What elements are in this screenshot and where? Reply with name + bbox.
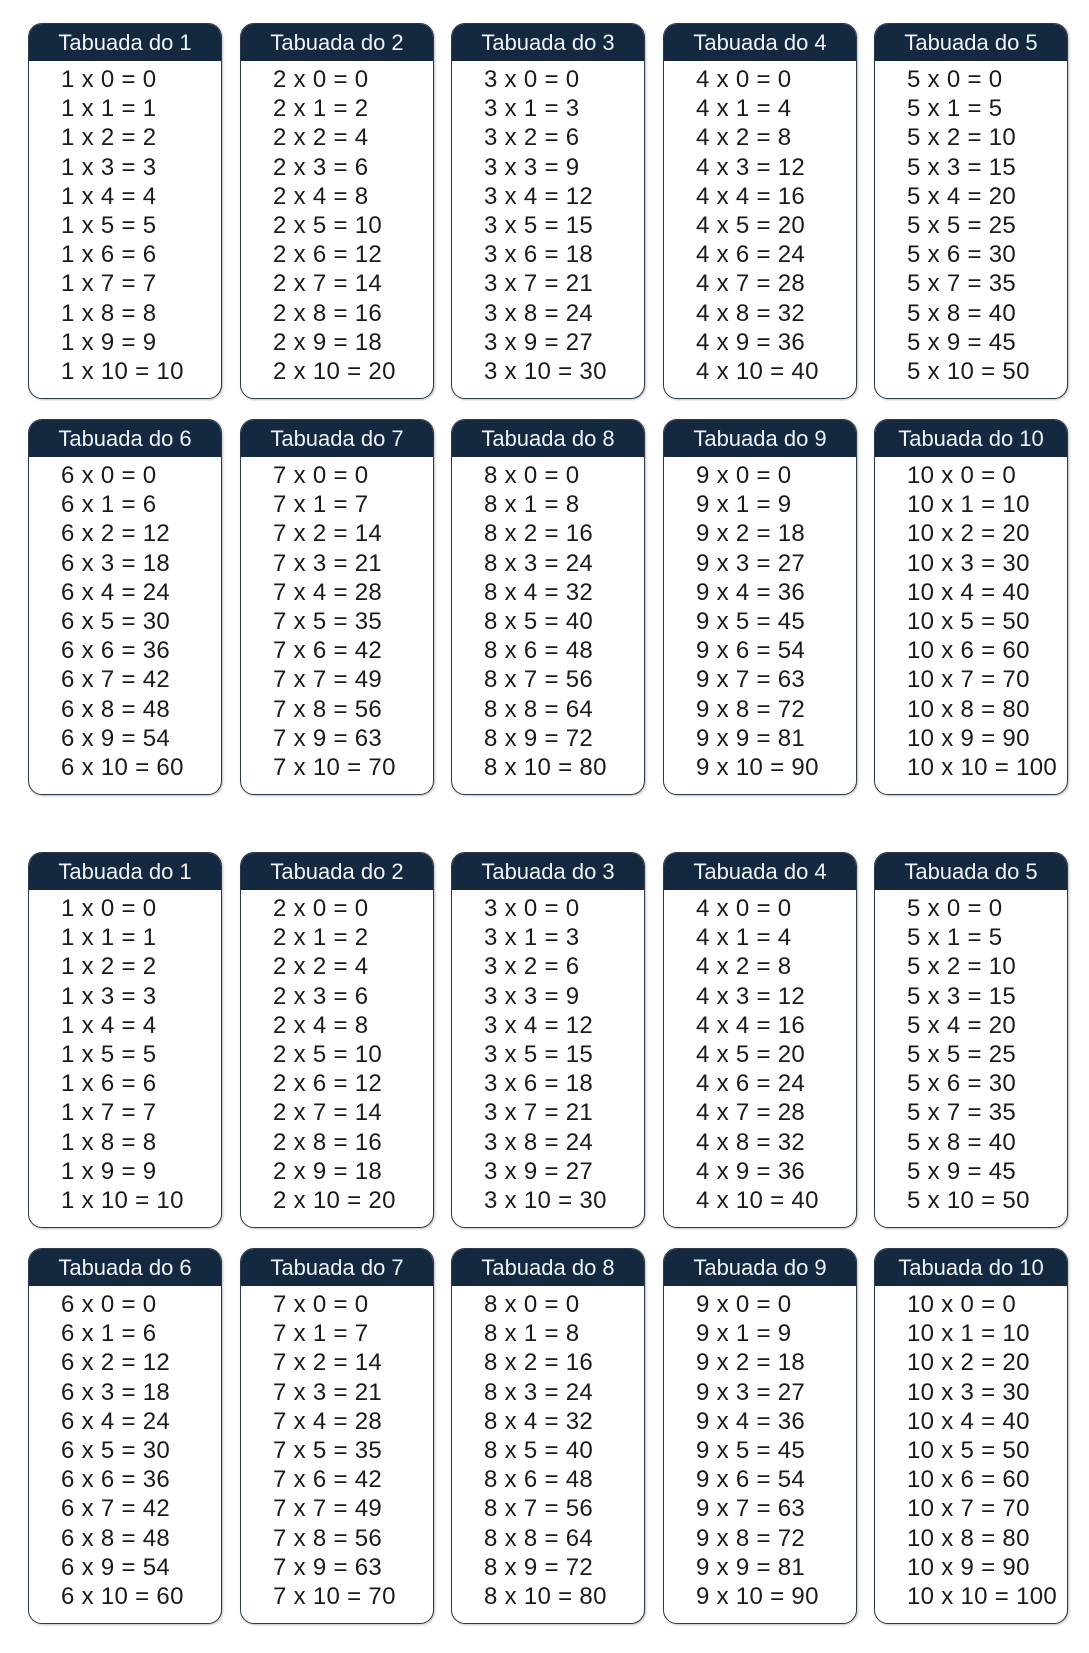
table-line: 10 x 0 = 0 bbox=[907, 462, 1017, 489]
table-title: Tabuada do 5 bbox=[875, 24, 1067, 61]
table-line: 6 x 1 = 6 bbox=[61, 491, 157, 519]
table-line: 7 x 9 = 63 bbox=[273, 724, 383, 752]
table-line: 2 x 1 = 2 bbox=[273, 924, 369, 952]
tables-row bbox=[0, 1248, 1089, 1626]
table-line: 2 x 3 = 6 bbox=[273, 982, 369, 1010]
table-line: 7 x 3 = 21 bbox=[273, 1378, 383, 1406]
table-line: 8 x 6 = 48 bbox=[484, 1466, 594, 1494]
table-line: 1 x 7 = 7 bbox=[61, 1099, 157, 1127]
table-line: 3 x 10 = 30 bbox=[484, 358, 607, 386]
table-line: 1 x 4 = 4 bbox=[61, 1011, 157, 1039]
table-card bbox=[28, 23, 222, 399]
table-line: 10 x 8 = 80 bbox=[907, 695, 1030, 723]
table-line: 7 x 8 = 56 bbox=[273, 695, 383, 723]
table-line: 4 x 5 = 20 bbox=[696, 212, 806, 240]
table-lines bbox=[664, 890, 856, 1215]
table-line: 7 x 10 = 70 bbox=[273, 1583, 396, 1611]
table-line: 8 x 9 = 72 bbox=[484, 724, 594, 752]
table-line: 10 x 5 = 50 bbox=[907, 608, 1030, 636]
table-line: 5 x 4 = 20 bbox=[907, 1011, 1017, 1039]
table-line: 9 x 1 = 9 bbox=[696, 491, 792, 519]
table-line: 9 x 7 = 63 bbox=[696, 1495, 806, 1523]
table-line: 1 x 3 = 3 bbox=[61, 153, 157, 181]
table-line: 8 x 1 = 8 bbox=[484, 1320, 580, 1348]
table-line: 3 x 4 = 12 bbox=[484, 182, 594, 210]
table-line: 10 x 9 = 90 bbox=[907, 1553, 1030, 1581]
table-lines bbox=[875, 457, 1067, 782]
table-line: 4 x 8 = 32 bbox=[696, 299, 806, 327]
tables-row bbox=[0, 852, 1089, 1230]
table-line: 6 x 2 = 12 bbox=[61, 1349, 171, 1377]
table-line: 10 x 1 = 10 bbox=[907, 1320, 1030, 1348]
table-line: 7 x 4 = 28 bbox=[273, 1407, 383, 1435]
table-card bbox=[663, 852, 857, 1228]
table-line: 3 x 10 = 30 bbox=[484, 1187, 607, 1215]
table-title: Tabuada do 2 bbox=[241, 24, 433, 61]
table-card bbox=[663, 419, 857, 795]
table-line: 1 x 5 = 5 bbox=[61, 212, 157, 240]
table-line: 10 x 7 = 70 bbox=[907, 1495, 1030, 1523]
table-line: 3 x 6 = 18 bbox=[484, 1070, 594, 1098]
table-line: 4 x 5 = 20 bbox=[696, 1041, 806, 1069]
table-line: 6 x 4 = 24 bbox=[61, 1407, 171, 1435]
table-line: 8 x 10 = 80 bbox=[484, 1583, 607, 1611]
table-line: 4 x 10 = 40 bbox=[696, 1187, 819, 1215]
table-line: 1 x 9 = 9 bbox=[61, 328, 157, 356]
table-line: 6 x 3 = 18 bbox=[61, 549, 171, 577]
table-line: 5 x 4 = 20 bbox=[907, 182, 1017, 210]
table-line: 1 x 3 = 3 bbox=[61, 982, 157, 1010]
table-line: 5 x 2 = 10 bbox=[907, 124, 1017, 152]
table-line: 7 x 8 = 56 bbox=[273, 1524, 383, 1552]
table-line: 6 x 5 = 30 bbox=[61, 608, 171, 636]
table-line: 7 x 3 = 21 bbox=[273, 549, 383, 577]
table-card bbox=[28, 1248, 222, 1624]
table-line: 3 x 6 = 18 bbox=[484, 241, 594, 269]
table-lines bbox=[664, 61, 856, 386]
table-line: 9 x 1 = 9 bbox=[696, 1320, 792, 1348]
table-line: 10 x 10 = 100 bbox=[907, 1583, 1058, 1611]
table-line: 7 x 0 = 0 bbox=[273, 462, 369, 489]
table-line: 6 x 3 = 18 bbox=[61, 1378, 171, 1406]
table-line: 10 x 2 = 20 bbox=[907, 520, 1030, 548]
table-line: 8 x 4 = 32 bbox=[484, 1407, 594, 1435]
table-line: 4 x 6 = 24 bbox=[696, 241, 806, 269]
table-line: 7 x 1 = 7 bbox=[273, 1320, 369, 1348]
table-lines bbox=[241, 457, 433, 782]
table-line: 10 x 0 = 0 bbox=[907, 1291, 1017, 1318]
table-lines bbox=[875, 1286, 1067, 1611]
table-card bbox=[874, 419, 1068, 795]
table-line: 5 x 1 = 5 bbox=[907, 924, 1003, 952]
table-line: 6 x 7 = 42 bbox=[61, 666, 171, 694]
table-line: 10 x 8 = 80 bbox=[907, 1524, 1030, 1552]
table-card bbox=[28, 852, 222, 1228]
table-line: 3 x 7 = 21 bbox=[484, 1099, 594, 1127]
table-line: 5 x 6 = 30 bbox=[907, 241, 1017, 269]
table-line: 6 x 8 = 48 bbox=[61, 695, 171, 723]
table-line: 1 x 8 = 8 bbox=[61, 299, 157, 327]
table-card bbox=[451, 1248, 645, 1624]
table-card bbox=[240, 419, 434, 795]
table-lines bbox=[452, 61, 644, 386]
table-line: 2 x 3 = 6 bbox=[273, 153, 369, 181]
table-line: 9 x 8 = 72 bbox=[696, 1524, 806, 1552]
table-line: 9 x 2 = 18 bbox=[696, 520, 806, 548]
table-card bbox=[874, 1248, 1068, 1624]
table-lines bbox=[29, 457, 221, 782]
table-line: 2 x 9 = 18 bbox=[273, 328, 383, 356]
table-line: 4 x 2 = 8 bbox=[696, 953, 792, 981]
table-line: 8 x 8 = 64 bbox=[484, 1524, 594, 1552]
table-line: 1 x 7 = 7 bbox=[61, 270, 157, 298]
table-line: 1 x 2 = 2 bbox=[61, 124, 157, 152]
table-line: 2 x 7 = 14 bbox=[273, 1099, 383, 1127]
table-card bbox=[240, 852, 434, 1228]
table-line: 9 x 4 = 36 bbox=[696, 578, 806, 606]
table-line: 9 x 4 = 36 bbox=[696, 1407, 806, 1435]
table-title: Tabuada do 6 bbox=[29, 420, 221, 457]
table-line: 2 x 10 = 20 bbox=[273, 1187, 396, 1215]
table-line: 1 x 6 = 6 bbox=[61, 1070, 157, 1098]
table-line: 4 x 8 = 32 bbox=[696, 1128, 806, 1156]
table-line: 2 x 9 = 18 bbox=[273, 1157, 383, 1185]
table-line: 2 x 6 = 12 bbox=[273, 241, 383, 269]
table-line: 8 x 7 = 56 bbox=[484, 666, 594, 694]
table-line: 3 x 4 = 12 bbox=[484, 1011, 594, 1039]
table-title: Tabuada do 4 bbox=[664, 853, 856, 890]
table-line: 8 x 3 = 24 bbox=[484, 549, 594, 577]
table-line: 10 x 6 = 60 bbox=[907, 637, 1030, 665]
table-line: 8 x 5 = 40 bbox=[484, 608, 594, 636]
table-line: 5 x 9 = 45 bbox=[907, 1157, 1017, 1185]
table-line: 9 x 0 = 0 bbox=[696, 462, 792, 489]
table-line: 8 x 2 = 16 bbox=[484, 1349, 594, 1377]
table-card bbox=[451, 852, 645, 1228]
table-line: 10 x 10 = 100 bbox=[907, 754, 1058, 782]
table-line: 10 x 1 = 10 bbox=[907, 491, 1030, 519]
table-line: 1 x 6 = 6 bbox=[61, 241, 157, 269]
table-line: 4 x 10 = 40 bbox=[696, 358, 819, 386]
table-lines bbox=[29, 1286, 221, 1611]
table-title: Tabuada do 2 bbox=[241, 853, 433, 890]
table-line: 6 x 0 = 0 bbox=[61, 462, 157, 489]
table-line: 1 x 8 = 8 bbox=[61, 1128, 157, 1156]
table-line: 1 x 0 = 0 bbox=[61, 66, 157, 93]
table-line: 5 x 0 = 0 bbox=[907, 66, 1003, 93]
table-line: 8 x 8 = 64 bbox=[484, 695, 594, 723]
table-title: Tabuada do 8 bbox=[452, 1249, 644, 1286]
table-line: 7 x 5 = 35 bbox=[273, 1437, 383, 1465]
table-line: 6 x 10 = 60 bbox=[61, 754, 184, 782]
table-line: 3 x 3 = 9 bbox=[484, 153, 580, 181]
table-line: 9 x 3 = 27 bbox=[696, 1378, 806, 1406]
table-card bbox=[240, 23, 434, 399]
table-title: Tabuada do 7 bbox=[241, 420, 433, 457]
table-lines bbox=[664, 457, 856, 782]
table-line: 5 x 0 = 0 bbox=[907, 895, 1003, 922]
table-line: 6 x 10 = 60 bbox=[61, 1583, 184, 1611]
table-card bbox=[874, 852, 1068, 1228]
table-line: 6 x 6 = 36 bbox=[61, 637, 171, 665]
table-title: Tabuada do 5 bbox=[875, 853, 1067, 890]
table-lines bbox=[875, 890, 1067, 1215]
table-title: Tabuada do 10 bbox=[875, 1249, 1067, 1286]
table-line: 4 x 9 = 36 bbox=[696, 1157, 806, 1185]
table-line: 1 x 10 = 10 bbox=[61, 1187, 184, 1215]
table-line: 10 x 2 = 20 bbox=[907, 1349, 1030, 1377]
table-line: 2 x 5 = 10 bbox=[273, 212, 383, 240]
table-line: 4 x 7 = 28 bbox=[696, 1099, 806, 1127]
table-line: 3 x 0 = 0 bbox=[484, 66, 580, 93]
table-line: 2 x 0 = 0 bbox=[273, 66, 369, 93]
table-line: 4 x 4 = 16 bbox=[696, 182, 806, 210]
table-title: Tabuada do 3 bbox=[452, 853, 644, 890]
table-line: 9 x 2 = 18 bbox=[696, 1349, 806, 1377]
table-lines bbox=[452, 457, 644, 782]
table-line: 7 x 0 = 0 bbox=[273, 1291, 369, 1318]
table-line: 4 x 7 = 28 bbox=[696, 270, 806, 298]
table-line: 9 x 9 = 81 bbox=[696, 724, 806, 752]
table-line: 5 x 8 = 40 bbox=[907, 1128, 1017, 1156]
table-line: 8 x 2 = 16 bbox=[484, 520, 594, 548]
table-line: 8 x 5 = 40 bbox=[484, 1437, 594, 1465]
table-title: Tabuada do 8 bbox=[452, 420, 644, 457]
table-line: 5 x 10 = 50 bbox=[907, 1187, 1030, 1215]
table-title: Tabuada do 1 bbox=[29, 24, 221, 61]
table-lines bbox=[241, 1286, 433, 1611]
table-line: 6 x 2 = 12 bbox=[61, 520, 171, 548]
table-title: Tabuada do 4 bbox=[664, 24, 856, 61]
table-line: 6 x 5 = 30 bbox=[61, 1437, 171, 1465]
table-line: 4 x 3 = 12 bbox=[696, 153, 806, 181]
table-line: 10 x 5 = 50 bbox=[907, 1437, 1030, 1465]
table-line: 3 x 2 = 6 bbox=[484, 953, 580, 981]
table-line: 3 x 9 = 27 bbox=[484, 1157, 594, 1185]
table-line: 5 x 3 = 15 bbox=[907, 982, 1017, 1010]
table-line: 5 x 3 = 15 bbox=[907, 153, 1017, 181]
table-line: 1 x 9 = 9 bbox=[61, 1157, 157, 1185]
table-line: 7 x 5 = 35 bbox=[273, 608, 383, 636]
table-line: 4 x 1 = 4 bbox=[696, 95, 792, 123]
table-line: 10 x 9 = 90 bbox=[907, 724, 1030, 752]
table-line: 7 x 2 = 14 bbox=[273, 1349, 383, 1377]
table-line: 3 x 1 = 3 bbox=[484, 924, 580, 952]
table-line: 7 x 1 = 7 bbox=[273, 491, 369, 519]
table-title: Tabuada do 10 bbox=[875, 420, 1067, 457]
table-line: 1 x 10 = 10 bbox=[61, 358, 184, 386]
table-line: 6 x 9 = 54 bbox=[61, 724, 171, 752]
table-line: 4 x 4 = 16 bbox=[696, 1011, 806, 1039]
table-line: 9 x 3 = 27 bbox=[696, 549, 806, 577]
table-line: 1 x 4 = 4 bbox=[61, 182, 157, 210]
table-title: Tabuada do 1 bbox=[29, 853, 221, 890]
table-line: 2 x 2 = 4 bbox=[273, 953, 369, 981]
table-line: 2 x 7 = 14 bbox=[273, 270, 383, 298]
table-line: 3 x 1 = 3 bbox=[484, 95, 580, 123]
table-line: 9 x 0 = 0 bbox=[696, 1291, 792, 1318]
table-line: 3 x 8 = 24 bbox=[484, 1128, 594, 1156]
table-card bbox=[451, 23, 645, 399]
table-line: 2 x 6 = 12 bbox=[273, 1070, 383, 1098]
table-line: 9 x 6 = 54 bbox=[696, 637, 806, 665]
table-line: 5 x 10 = 50 bbox=[907, 358, 1030, 386]
tables-row bbox=[0, 23, 1089, 401]
table-line: 3 x 9 = 27 bbox=[484, 328, 594, 356]
table-lines bbox=[875, 61, 1067, 386]
table-line: 10 x 4 = 40 bbox=[907, 578, 1030, 606]
table-line: 10 x 6 = 60 bbox=[907, 1466, 1030, 1494]
table-title: Tabuada do 7 bbox=[241, 1249, 433, 1286]
table-line: 8 x 4 = 32 bbox=[484, 578, 594, 606]
table-line: 8 x 6 = 48 bbox=[484, 637, 594, 665]
table-line: 7 x 2 = 14 bbox=[273, 520, 383, 548]
table-line: 5 x 9 = 45 bbox=[907, 328, 1017, 356]
table-card bbox=[240, 1248, 434, 1624]
table-line: 3 x 2 = 6 bbox=[484, 124, 580, 152]
table-line: 3 x 5 = 15 bbox=[484, 1041, 594, 1069]
table-line: 2 x 4 = 8 bbox=[273, 182, 369, 210]
table-line: 9 x 8 = 72 bbox=[696, 695, 806, 723]
table-line: 6 x 8 = 48 bbox=[61, 1524, 171, 1552]
table-line: 8 x 0 = 0 bbox=[484, 1291, 580, 1318]
table-lines bbox=[29, 890, 221, 1215]
table-line: 9 x 9 = 81 bbox=[696, 1553, 806, 1581]
table-lines bbox=[664, 1286, 856, 1611]
table-line: 2 x 5 = 10 bbox=[273, 1041, 383, 1069]
table-line: 2 x 2 = 4 bbox=[273, 124, 369, 152]
table-lines bbox=[241, 890, 433, 1215]
table-line: 4 x 0 = 0 bbox=[696, 66, 792, 93]
table-line: 6 x 6 = 36 bbox=[61, 1466, 171, 1494]
table-line: 7 x 7 = 49 bbox=[273, 1495, 383, 1523]
table-line: 4 x 2 = 8 bbox=[696, 124, 792, 152]
table-line: 9 x 5 = 45 bbox=[696, 608, 806, 636]
table-line: 9 x 6 = 54 bbox=[696, 1466, 806, 1494]
table-line: 1 x 5 = 5 bbox=[61, 1041, 157, 1069]
table-line: 4 x 6 = 24 bbox=[696, 1070, 806, 1098]
table-line: 7 x 7 = 49 bbox=[273, 666, 383, 694]
table-line: 2 x 4 = 8 bbox=[273, 1011, 369, 1039]
table-line: 5 x 5 = 25 bbox=[907, 212, 1017, 240]
table-line: 1 x 0 = 0 bbox=[61, 895, 157, 922]
table-line: 8 x 10 = 80 bbox=[484, 754, 607, 782]
table-line: 2 x 10 = 20 bbox=[273, 358, 396, 386]
table-line: 8 x 7 = 56 bbox=[484, 1495, 594, 1523]
table-line: 5 x 5 = 25 bbox=[907, 1041, 1017, 1069]
table-line: 1 x 2 = 2 bbox=[61, 953, 157, 981]
table-line: 5 x 2 = 10 bbox=[907, 953, 1017, 981]
tables-row bbox=[0, 419, 1089, 797]
table-line: 4 x 3 = 12 bbox=[696, 982, 806, 1010]
table-line: 1 x 1 = 1 bbox=[61, 95, 157, 123]
table-line: 7 x 10 = 70 bbox=[273, 754, 396, 782]
table-card bbox=[28, 419, 222, 795]
table-card bbox=[451, 419, 645, 795]
table-line: 7 x 6 = 42 bbox=[273, 637, 383, 665]
table-line: 3 x 8 = 24 bbox=[484, 299, 594, 327]
table-line: 2 x 8 = 16 bbox=[273, 299, 383, 327]
table-line: 3 x 7 = 21 bbox=[484, 270, 594, 298]
table-line: 4 x 1 = 4 bbox=[696, 924, 792, 952]
table-title: Tabuada do 6 bbox=[29, 1249, 221, 1286]
table-line: 10 x 7 = 70 bbox=[907, 666, 1030, 694]
table-line: 6 x 0 = 0 bbox=[61, 1291, 157, 1318]
table-line: 2 x 8 = 16 bbox=[273, 1128, 383, 1156]
table-line: 9 x 10 = 90 bbox=[696, 1583, 819, 1611]
table-line: 3 x 5 = 15 bbox=[484, 212, 594, 240]
table-line: 9 x 10 = 90 bbox=[696, 754, 819, 782]
table-line: 4 x 9 = 36 bbox=[696, 328, 806, 356]
table-line: 6 x 1 = 6 bbox=[61, 1320, 157, 1348]
table-line: 5 x 7 = 35 bbox=[907, 1099, 1017, 1127]
table-line: 3 x 3 = 9 bbox=[484, 982, 580, 1010]
table-line: 8 x 0 = 0 bbox=[484, 462, 580, 489]
table-lines bbox=[29, 61, 221, 386]
table-line: 3 x 0 = 0 bbox=[484, 895, 580, 922]
table-line: 5 x 7 = 35 bbox=[907, 270, 1017, 298]
table-line: 8 x 3 = 24 bbox=[484, 1378, 594, 1406]
table-title: Tabuada do 3 bbox=[452, 24, 644, 61]
table-line: 6 x 4 = 24 bbox=[61, 578, 171, 606]
table-line: 10 x 3 = 30 bbox=[907, 1378, 1030, 1406]
table-line: 5 x 8 = 40 bbox=[907, 299, 1017, 327]
table-line: 2 x 1 = 2 bbox=[273, 95, 369, 123]
table-lines bbox=[452, 1286, 644, 1611]
table-lines bbox=[241, 61, 433, 386]
table-line: 4 x 0 = 0 bbox=[696, 895, 792, 922]
table-card bbox=[663, 23, 857, 399]
table-line: 5 x 1 = 5 bbox=[907, 95, 1003, 123]
table-card bbox=[663, 1248, 857, 1624]
table-line: 5 x 6 = 30 bbox=[907, 1070, 1017, 1098]
table-card bbox=[874, 23, 1068, 399]
table-line: 2 x 0 = 0 bbox=[273, 895, 369, 922]
table-line: 7 x 6 = 42 bbox=[273, 1466, 383, 1494]
table-line: 7 x 4 = 28 bbox=[273, 578, 383, 606]
table-line: 8 x 9 = 72 bbox=[484, 1553, 594, 1581]
table-line: 10 x 4 = 40 bbox=[907, 1407, 1030, 1435]
table-title: Tabuada do 9 bbox=[664, 420, 856, 457]
table-line: 8 x 1 = 8 bbox=[484, 491, 580, 519]
table-line: 10 x 3 = 30 bbox=[907, 549, 1030, 577]
table-line: 6 x 7 = 42 bbox=[61, 1495, 171, 1523]
table-line: 6 x 9 = 54 bbox=[61, 1553, 171, 1581]
table-line: 7 x 9 = 63 bbox=[273, 1553, 383, 1581]
table-line: 9 x 7 = 63 bbox=[696, 666, 806, 694]
table-line: 9 x 5 = 45 bbox=[696, 1437, 806, 1465]
table-lines bbox=[452, 890, 644, 1215]
table-line: 1 x 1 = 1 bbox=[61, 924, 157, 952]
table-title: Tabuada do 9 bbox=[664, 1249, 856, 1286]
